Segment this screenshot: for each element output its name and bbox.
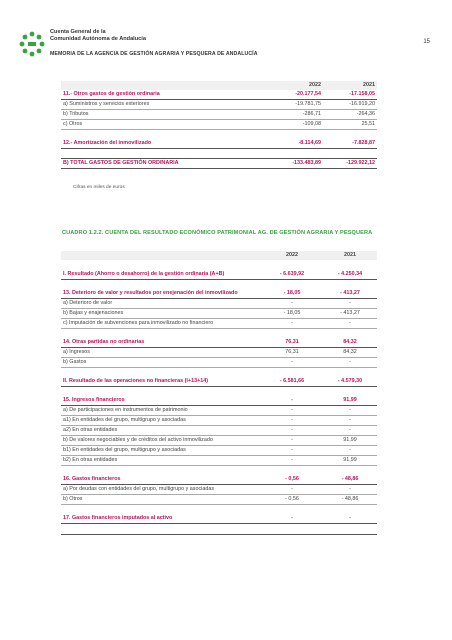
- value-2021: -: [323, 446, 377, 456]
- value-2022: - 18,05: [261, 289, 323, 299]
- value-2021: 91,99: [323, 456, 377, 466]
- value-2022: -: [261, 426, 323, 436]
- row-label: a) Ingresos: [61, 348, 261, 358]
- value-2022: - 18,05: [261, 309, 323, 319]
- table-row: [61, 426, 377, 436]
- row-label: 12.- Amortización del inmovilizado: [61, 139, 261, 149]
- row-label: b) Gastos: [61, 358, 261, 368]
- col-header-2022: 2022: [261, 81, 323, 90]
- junta-andalucia-logo: [18, 30, 46, 60]
- value-2021: -: [323, 514, 377, 524]
- value-2021: -16.919,20: [323, 100, 377, 110]
- row-label: b1) En entidades del grupo, multigrupo y asociadas: [61, 446, 261, 456]
- table-header-row: [61, 81, 377, 90]
- value-2021: -264,36: [323, 110, 377, 120]
- value-2022: -: [261, 436, 323, 446]
- org-name-line1: Cuenta General de la: [50, 29, 106, 35]
- page-number: 15: [423, 39, 430, 45]
- value-2021: -: [323, 426, 377, 436]
- section-row-15: [61, 396, 377, 406]
- value-2022: -286,71: [261, 110, 323, 120]
- row-label: 15. Ingresos financieros: [61, 396, 261, 406]
- table-row: [61, 446, 377, 456]
- section-row-12: [61, 139, 377, 149]
- value-2021: 91,99: [323, 396, 377, 406]
- col-header-2021: 2021: [323, 251, 377, 260]
- memoria-title: MEMORIA DE LA AGENCIA DE GESTIÓN AGRARIA Y PESQUERA DE ANDALUCÍA: [50, 51, 258, 57]
- value-2021: -: [323, 299, 377, 309]
- row-label: 13. Deterioro de valor y resultados por enejenación del inmovilizado: [61, 289, 261, 299]
- table-row: [61, 100, 377, 110]
- gastos-table: [61, 81, 377, 169]
- value-2021: 25,51: [323, 120, 377, 130]
- row-label: a) Suministros y servicios exteriores: [61, 100, 261, 110]
- table-row: [61, 406, 377, 416]
- section-row-14: [61, 338, 377, 348]
- section-row-17: [61, 514, 377, 524]
- value-2021: -: [323, 485, 377, 495]
- value-2021: -: [323, 358, 377, 368]
- value-2022: -: [261, 299, 323, 309]
- value-2021: - 413,27: [323, 309, 377, 319]
- row-label: a) De participaciones en instrumentos de patrimonio: [61, 406, 261, 416]
- value-2022: -: [261, 358, 323, 368]
- value-2021: - 413,27: [323, 289, 377, 299]
- row-label: b) De valores negociables y de créditos del activo inmovilizado: [61, 436, 261, 446]
- row-label: 11.- Otros gastos de gestión ordinaria: [61, 90, 261, 100]
- total-row: [61, 159, 377, 169]
- value-2022: -: [261, 406, 323, 416]
- value-2021: -17.158,05: [323, 90, 377, 100]
- row-label: 14. Otras partidas no ordinarias: [61, 338, 261, 348]
- value-2021: -: [323, 406, 377, 416]
- value-2021: -7.828,87: [323, 139, 377, 149]
- table-row: [61, 309, 377, 319]
- table-row: [61, 436, 377, 446]
- col-header-2021: 2021: [323, 81, 377, 90]
- table-row: [61, 456, 377, 466]
- table-row: [61, 120, 377, 130]
- value-2022: - 0,56: [261, 495, 323, 505]
- row-label: B) TOTAL GASTOS DE GESTIÓN ORDINARIA: [61, 159, 261, 169]
- value-2021: - 48,86: [323, 495, 377, 505]
- value-2022: - 6.639,92: [261, 270, 323, 280]
- value-2022: - 6.581,66: [261, 377, 323, 387]
- row-label: b) Bajas y enajenaciones: [61, 309, 261, 319]
- units-note: Cifras en miles de euros: [73, 185, 125, 190]
- row-label: II. Resultado de las operaciones no financieras (I+13+14): [61, 377, 261, 387]
- value-2021: - 48,86: [323, 475, 377, 485]
- value-2021: 84,32: [323, 348, 377, 358]
- value-2021: 91,99: [323, 436, 377, 446]
- section-row-16: [61, 475, 377, 485]
- table-header-row: [61, 251, 377, 260]
- section-row-I: [61, 270, 377, 280]
- table-row: [61, 299, 377, 309]
- value-2022: -: [261, 446, 323, 456]
- value-2022: -: [261, 456, 323, 466]
- row-label: 16. Gastos financieros: [61, 475, 261, 485]
- section-row-11: [61, 90, 377, 100]
- value-2021: - 4.250,34: [323, 270, 377, 280]
- value-2021: -: [323, 319, 377, 329]
- table-row: [61, 348, 377, 358]
- row-label: a) Por deudas con entidades del grupo, multigrupo y asociadas: [61, 485, 261, 495]
- table-row: [61, 319, 377, 329]
- row-label: a) Deterioro de valor: [61, 299, 261, 309]
- row-label: I. Resultado (Ahorro o desahorro) de la gestión ordinaria (A+B): [61, 270, 261, 280]
- value-2022: 76,31: [261, 338, 323, 348]
- value-2022: -: [261, 514, 323, 524]
- value-2022: -: [261, 416, 323, 426]
- row-label: 17. Gastos financieros imputados al activo: [61, 514, 261, 524]
- value-2022: -: [261, 485, 323, 495]
- value-2022: -: [261, 396, 323, 406]
- col-header-2022: 2022: [261, 251, 323, 260]
- value-2021: 84,32: [323, 338, 377, 348]
- value-2022: 76,31: [261, 348, 323, 358]
- table-row: [61, 358, 377, 368]
- row-label: a1) En entidades del grupo, multigrupo y asociadas: [61, 416, 261, 426]
- table-row: [61, 485, 377, 495]
- value-2022: -: [261, 319, 323, 329]
- row-label: c) Otros: [61, 120, 261, 130]
- value-2022: -109,08: [261, 120, 323, 130]
- value-2022: -133.483,89: [261, 159, 323, 169]
- section-row-13: [61, 289, 377, 299]
- row-label: c) Imputación de subvenciones para inmovilizado no financiero: [61, 319, 261, 329]
- cuadro-title: CUADRO 1.2.2. CUENTA DEL RESULTADO ECONÓMICO PATRIMONIAL AG. DE GESTIÓN AGRARIA Y PESQUERA: [62, 230, 373, 236]
- row-label: b) Tributos: [61, 110, 261, 120]
- section-row-II: [61, 377, 377, 387]
- row-label: b) Otros: [61, 495, 261, 505]
- row-label: b2) En otras entidades: [61, 456, 261, 466]
- value-2022: -20.177,54: [261, 90, 323, 100]
- value-2021: -129.922,12: [323, 159, 377, 169]
- table-row: [61, 110, 377, 120]
- value-2022: -19.781,75: [261, 100, 323, 110]
- value-2022: -8.114,69: [261, 139, 323, 149]
- row-label: a2) En otras entidades: [61, 426, 261, 436]
- table-row: [61, 495, 377, 505]
- table-row: [61, 416, 377, 426]
- resultado-table: [61, 251, 377, 535]
- value-2022: - 0,56: [261, 475, 323, 485]
- value-2021: - 4.579,30: [323, 377, 377, 387]
- org-name-line2: Comunidad Autónoma de Andalucía: [50, 36, 146, 42]
- value-2021: -: [323, 416, 377, 426]
